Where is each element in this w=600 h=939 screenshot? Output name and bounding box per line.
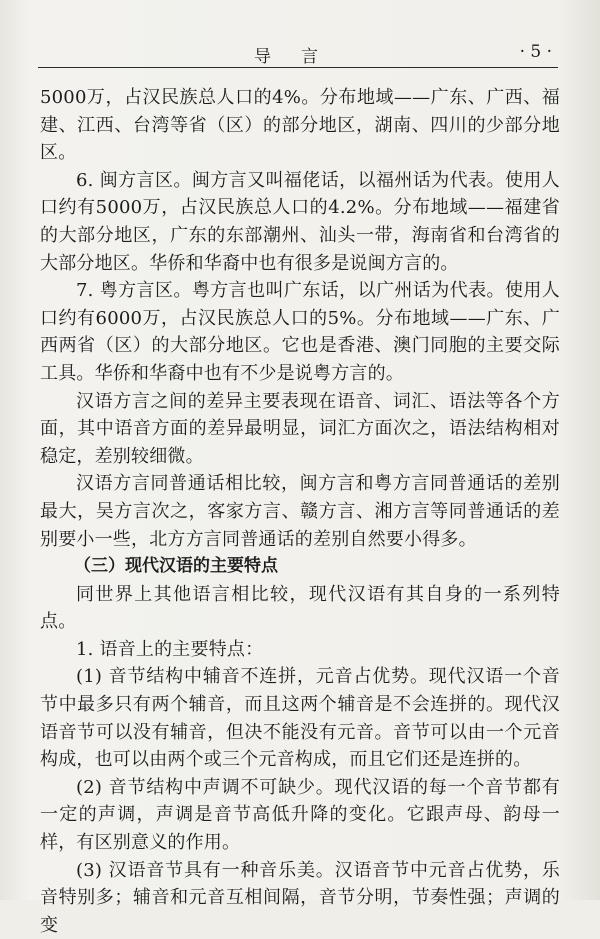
paragraph-dialect-differences: 汉语方言之间的差异主要表现在语音、词汇、语法等各个方面，其中语音方面的差异最明显，词汇方面次之，语法结构相对稳定，差别较细微。 <box>40 390 560 467</box>
paragraph-min-dialect: 6. 闽方言区。闽方言又叫福佬话，以福州话为代表。使用人口约有5000万，占汉民族总人口的4.2%。分布地域——福建省的大部分地区，广东的东部潮州、汕头一带，海南省和台湾省的大部分地区。华侨和华裔中也有很多是说闽方言的。 <box>40 169 560 274</box>
paragraph-dialect-comparison: 汉语方言同普通话相比较，闽方言和粤方言同普通话的差别最大，吴方言次之，客家方言、赣方言、湘方言等同普通话的差别要小一些，北方方言同普通话的差别自然要小得多。 <box>40 473 560 550</box>
paragraph-feature-3: (3) 汉语音节具有一种音乐美。汉语音节中元音占优势，乐音特别多；辅音和元音互相间隔，音节分明，节奏性强；声调的变 <box>40 859 560 936</box>
paragraph-feature-2: (2) 音节结构中声调不可缺少。现代汉语的每一个音节都有一定的声调，声调是音节高低升降的变化。它跟声母、韵母一样，有区别意义的作用。 <box>40 776 560 854</box>
chapter-title <box>254 42 318 67</box>
chapter-title-left: 导 <box>254 47 271 67</box>
paragraph-yue-dialect: 7. 粤方言区。粤方言也叫广东话，以广州话为代表。使用人口约有6000万，占汉民族总人口的5%。分布地域——广东、广西两省（区）的大部分地区。它也是香港、澳门同胞的主要交际工具。华侨和华裔中也有不少是说粤方言的。 <box>40 280 560 384</box>
paragraph-feature-1: (1) 音节结构中辅音不连拼，元音占优势。现代汉语一个音节中最多只有两个辅音，而且这两个辅音是不会连拼的。现代汉语音节可以没有辅音，但决不能没有元音。音节可以由一个元音构成，也可以由两个或三个元音构成，而且它们还是连拼的。 <box>40 666 560 771</box>
paragraph-features-intro: 同世界上其他语言相比较，现代汉语有其自身的一系列特点。 <box>40 583 560 633</box>
paragraph-continuation: 5000万，占汉民族总人口的4%。分布地域——广东、广西、福建、江西、台湾等省（区）的部分地区，湖南、四川的少部分地区。 <box>40 87 560 164</box>
header-rule <box>38 67 558 68</box>
chapter-title-right: 言 <box>301 47 318 67</box>
paragraph-phonetic-heading: 1. 语音上的主要特点： <box>76 638 264 660</box>
text-body <box>40 84 560 939</box>
running-header <box>38 40 558 68</box>
section-heading: （三）现代汉语的主要特点 <box>74 556 278 577</box>
page-number: · 5 · <box>519 42 552 62</box>
